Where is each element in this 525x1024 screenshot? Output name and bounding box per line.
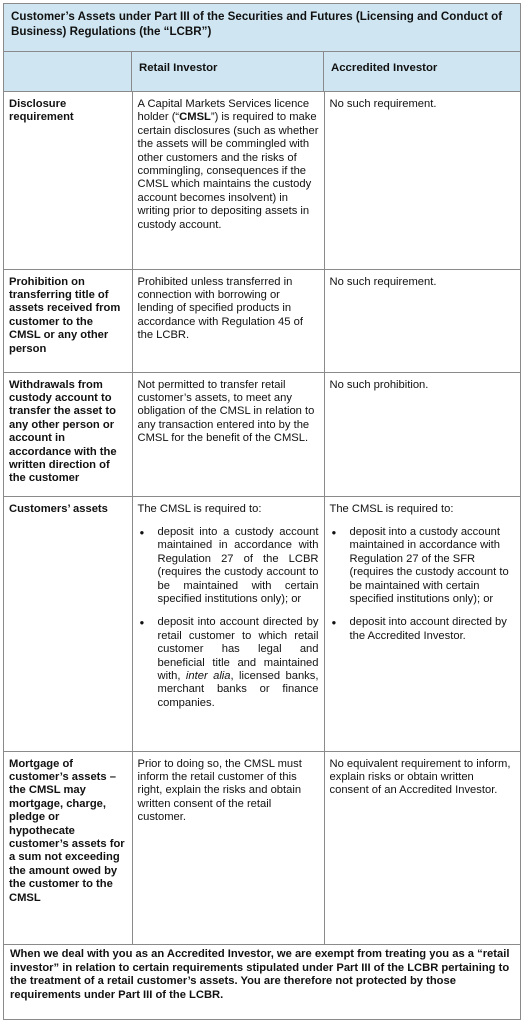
row-accredited: No such requirement. [324, 92, 520, 269]
retail-bullet-2: ● deposit into account directed by retail customer to which retail customer has legal and beneficial title and maintained with, inter alia, licensed banks, merchant banks or finance companies. [138, 616, 319, 710]
accredited-intro: The CMSL is required to: [329, 502, 454, 515]
row-retail: Prohibited unless transferred in connection with borrowing or lending of specified products in accordance with Regulation 45 of the LCBR. [132, 269, 324, 372]
row-accredited: No such requirement. [324, 269, 520, 372]
row-retail: Prior to doing so, the CMSL must inform the retail customer of this right, explain the risks and obtain written consent of the retail customer. [132, 751, 324, 944]
row-retail [132, 496, 324, 751]
table-title: Customer’s Assets under Part III of the Securities and Futures (Licensing and Conduct of Business) Regulations (the “LCBR”) [4, 4, 520, 52]
table-row [4, 751, 520, 944]
row-topic: Prohibition on transferring title of assets received from customer to the CMSL or any other person [4, 269, 132, 372]
row-topic: Customers’ assets [4, 496, 132, 751]
retail-intro: The CMSL is required to: [137, 502, 262, 515]
row-retail: A Capital Markets Services licence holder (“CMSL”) is required to make certain disclosures (such as whether the assets will be commingled with other customers and the risks of commingling, consequences if the CMSL which maintains the custody account becomes insolvent) in writing prior to depositing assets in custody account. [132, 92, 324, 269]
accredited-bullet-2: ● deposit into account directed by the Accredited Investor. [330, 616, 516, 643]
assets-comparison-table [3, 3, 521, 1020]
row-topic: Withdrawals from custody account to transfer the asset to any other person or account in accordance with the written direction of the customer [4, 372, 132, 496]
table-row [4, 92, 520, 269]
row-topic: Disclosure requirement [4, 92, 132, 269]
accredited-bullet-1: ● deposit into a custody account maintained in accordance with Regulation 27 of the SFR (requires the custody account to be maintained with certain specified institutions only); or [330, 526, 516, 606]
table-row [4, 372, 520, 496]
row-accredited [324, 496, 520, 751]
table-row [4, 269, 520, 372]
row-accredited: No such prohibition. [324, 372, 520, 496]
column-header-retail: Retail Investor [139, 62, 218, 74]
column-header-accredited: Accredited Investor [331, 62, 438, 74]
table-row [4, 496, 520, 751]
row-topic: Mortgage of customer’s assets – the CMSL may mortgage, charge, pledge or hypothecate customer’s assets for a sum not exceeding the amount owed by the customer to the CMSL [4, 751, 132, 944]
retail-bullet-1: ● deposit into a custody account maintained in accordance with Regulation 27 of the LCBR (requires the custody account to be maintained with certain specified institutions only); or [138, 526, 319, 606]
row-accredited: No equivalent requirement to inform, explain risks or obtain written consent of an Accredited Investor. [324, 751, 520, 944]
footer-note: When we deal with you as an Accredited Investor, we are exempt from treating you as a “retail investor” in relation to certain requirements stipulated under Part III of the LCBR pertaining to the treatment of a retail customer’s assets. You are therefore not protected by those requirements under Part III of the LCBR. [10, 948, 510, 1001]
row-retail: Not permitted to transfer retail customer’s assets, to meet any obligation of the CMSL in relation to any transaction entered into by the CMSL for the benefit of the CMSL. [132, 372, 324, 496]
comparison-table-body [4, 92, 520, 945]
column-header-row [4, 52, 520, 92]
